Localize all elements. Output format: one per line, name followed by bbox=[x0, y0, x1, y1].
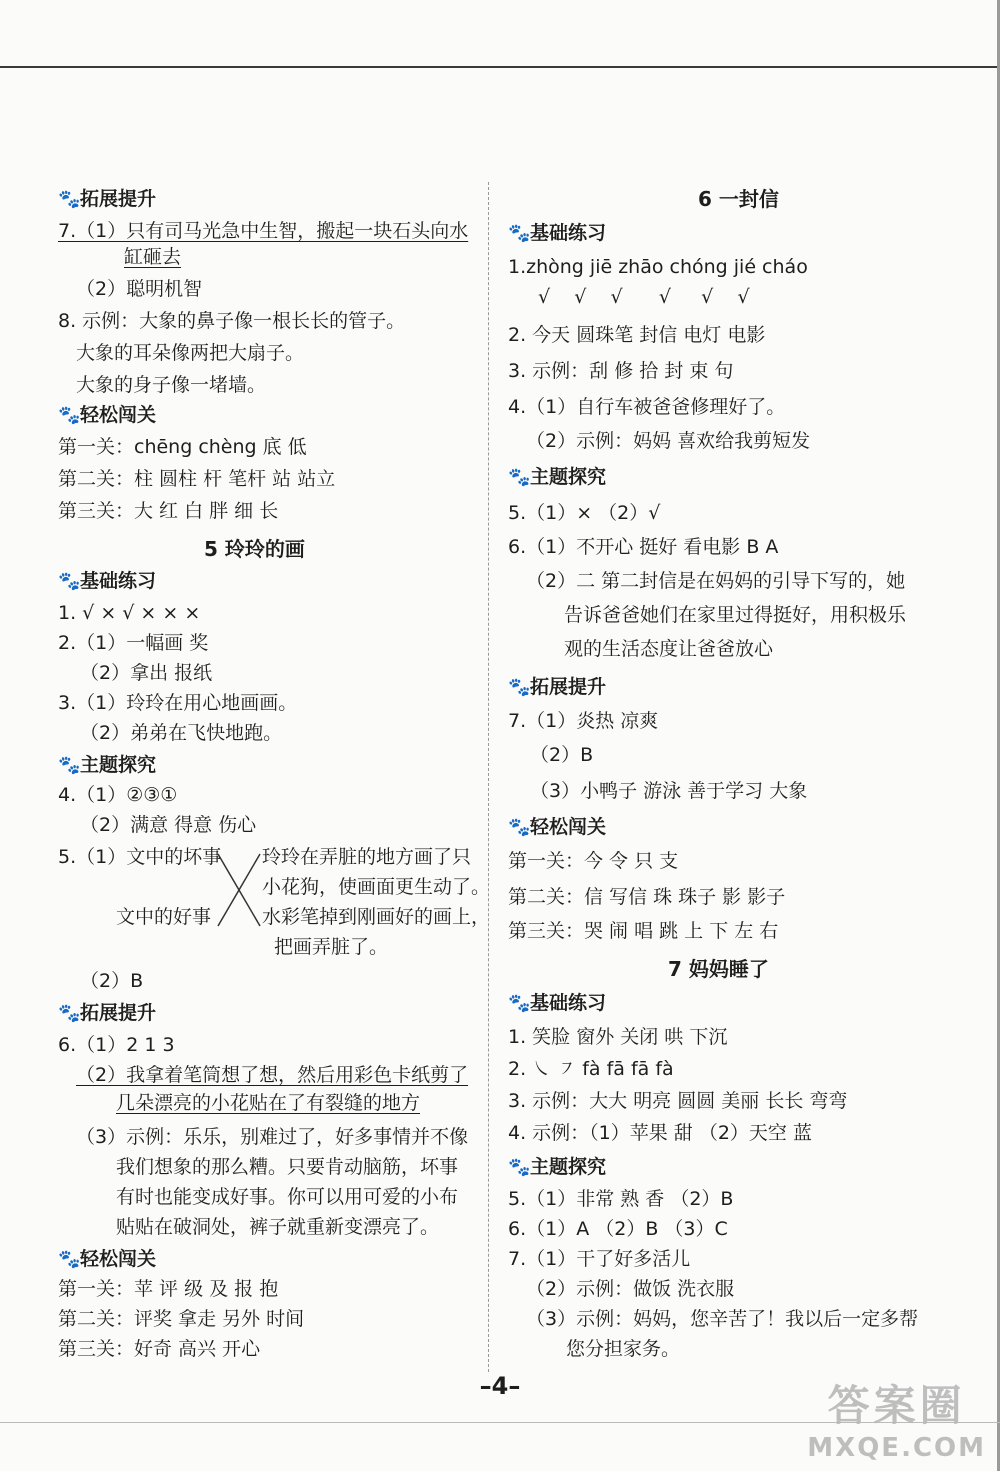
answer-line: 6.（1）不开心 挺好 看电影 B A bbox=[508, 536, 779, 558]
answer-line: 第三关：大 红 白 胖 细 长 bbox=[58, 500, 279, 522]
answer-line: （2）拿出 报纸 bbox=[80, 662, 213, 684]
section-heading: 🐾基础练习 bbox=[58, 568, 156, 595]
answer-line: 第三关：哭 闹 唱 跳 上 下 左 右 bbox=[508, 920, 779, 942]
watermark-url: MXQE.COM bbox=[807, 1433, 986, 1463]
section-heading: 🐾拓展提升 bbox=[58, 186, 156, 213]
answer-line: 第一关：苹 评 级 及 报 抱 bbox=[58, 1278, 279, 1300]
answer-line: 1. 笑脸 窗外 关闭 哄 下沉 bbox=[508, 1026, 728, 1048]
answer-line: 6.（1）A （2）B （3）C bbox=[508, 1218, 728, 1240]
answer-line: 告诉爸爸她们在家里过得挺好，用积极乐 bbox=[564, 604, 907, 626]
answer-line: （2）聪明机智 bbox=[76, 278, 203, 300]
answer-line: （2）示例：妈妈 喜欢给我剪短发 bbox=[526, 430, 811, 452]
answer-line: （2）满意 得意 伤心 bbox=[80, 814, 257, 836]
answer-line: 第二关：评奖 拿走 另外 时间 bbox=[58, 1308, 305, 1330]
matching-lines bbox=[216, 850, 262, 930]
paw-icon: 🐾 bbox=[58, 1003, 81, 1024]
answer-line: 2.（1）一幅画 奖 bbox=[58, 632, 209, 654]
answer-line: 第三关：好奇 高兴 开心 bbox=[58, 1338, 261, 1360]
paw-icon: 🐾 bbox=[508, 467, 531, 488]
section-heading: 🐾基础练习 bbox=[508, 220, 606, 247]
paw-icon: 🐾 bbox=[58, 1249, 81, 1270]
answer-line: 第二关：信 写信 珠 珠子 影 影子 bbox=[508, 886, 786, 908]
answer-line: 1. √ × √ × × × bbox=[58, 602, 201, 624]
answer-line: √ √ √ √ √ √ bbox=[538, 286, 750, 308]
answer-line: 大象的身子像一堵墙。 bbox=[76, 374, 267, 396]
section-heading: 🐾轻松闯关 bbox=[508, 814, 606, 841]
answer-line: 1.zhòng jiē zhāo chóng jié cháo bbox=[508, 256, 808, 278]
section-heading: 🐾轻松闯关 bbox=[58, 1246, 156, 1273]
answer-line: 6.（1）2 1 3 bbox=[58, 1034, 175, 1056]
section-heading: 🐾轻松闯关 bbox=[58, 402, 156, 429]
answer-line: 大象的耳朵像两把大扇子。 bbox=[76, 342, 305, 364]
answer-line: （2）弟弟在飞快地跑。 bbox=[80, 722, 283, 744]
answer-line: 第二关：柱 圆柱 杆 笔杆 站 站立 bbox=[58, 468, 336, 490]
answer-line: 4. 示例：（1）苹果 甜 （2）天空 蓝 bbox=[508, 1122, 812, 1144]
section-heading: 🐾拓展提升 bbox=[58, 1000, 156, 1027]
answer-line: 缸砸去 bbox=[124, 246, 182, 268]
answer-line: 2. ㇏ ㇇ fà fā fā fà bbox=[508, 1058, 674, 1080]
answer-line: 第一关：chēng chèng 底 低 bbox=[58, 436, 307, 458]
lesson-title: 6 一封信 bbox=[698, 187, 779, 211]
top-rule bbox=[0, 66, 1000, 68]
answer-line: （3）小鸭子 游泳 善于学习 大象 bbox=[530, 780, 808, 802]
section-heading: 🐾拓展提升 bbox=[508, 674, 606, 701]
lesson-title: 5 玲玲的画 bbox=[204, 537, 305, 561]
paw-icon: 🐾 bbox=[58, 405, 81, 426]
answer-line: 5.（1）非常 熟 香 （2）B bbox=[508, 1188, 734, 1210]
answer-line: 2. 今天 圆珠笔 封信 电灯 电影 bbox=[508, 324, 766, 346]
column-divider bbox=[488, 182, 490, 1372]
lesson-title: 7 妈妈睡了 bbox=[668, 957, 769, 981]
answer-line: 3. 示例：大大 明亮 圆圆 美丽 长长 弯弯 bbox=[508, 1090, 848, 1112]
answer-line: 8. 示例：大象的鼻子像一根长长的管子。 bbox=[58, 310, 406, 332]
answer-line: 4.（1）自行车被爸爸修理好了。 bbox=[508, 396, 786, 418]
answer-line: （2）B bbox=[80, 970, 144, 992]
paw-icon: 🐾 bbox=[508, 993, 531, 1014]
matching-right: 小花狗，使画面更生动了。 bbox=[262, 876, 491, 898]
answer-line: 观的生活态度让爸爸放心 bbox=[564, 638, 774, 660]
paw-icon: 🐾 bbox=[508, 677, 531, 698]
answer-line: （2）我拿着笔筒想了想，然后用彩色卡纸剪了 bbox=[76, 1064, 469, 1086]
answer-line: （2）示例：做饭 洗衣服 bbox=[526, 1278, 735, 1300]
paw-icon: 🐾 bbox=[58, 755, 81, 776]
section-heading: 🐾主题探究 bbox=[508, 1154, 606, 1181]
answer-line: 4.（1）②③① bbox=[58, 784, 178, 806]
section-heading: 🐾主题探究 bbox=[58, 752, 156, 779]
answer-line: （2）B bbox=[530, 744, 594, 766]
matching-left-bottom: 文中的好事 bbox=[116, 906, 212, 928]
answer-line: 我们想象的那么糟。只要肯动脑筋，坏事 bbox=[116, 1156, 459, 1178]
matching-left-top: 5.（1）文中的坏事 bbox=[58, 846, 222, 868]
section-heading: 🐾基础练习 bbox=[508, 990, 606, 1017]
section-heading: 🐾主题探究 bbox=[508, 464, 606, 491]
paw-icon: 🐾 bbox=[508, 1157, 531, 1178]
answer-line: （3）示例：妈妈，您辛苦了！我以后一定多帮 bbox=[526, 1308, 919, 1330]
paw-icon: 🐾 bbox=[508, 223, 531, 244]
paw-icon: 🐾 bbox=[58, 189, 81, 210]
answer-line: 有时也能变成好事。你可以用可爱的小布 bbox=[116, 1186, 459, 1208]
answer-line: 第一关：今 令 只 支 bbox=[508, 850, 679, 872]
answer-line: 7.（1）只有司马光急中生智，搬起一块石头向水 bbox=[58, 220, 469, 242]
answer-line: （2）二 第二封信是在妈妈的引导下写的，她 bbox=[526, 570, 906, 592]
answer-line: 您分担家务。 bbox=[566, 1338, 681, 1360]
answer-line: 5.（1）× （2）√ bbox=[508, 502, 661, 524]
matching-right: 玲玲在弄脏的地方画了只 bbox=[262, 846, 472, 868]
answer-line: 7.（1）炎热 凉爽 bbox=[508, 710, 659, 732]
answer-line: 3. 示例：刮 修 拾 封 束 句 bbox=[508, 360, 734, 382]
matching-right: 把画弄脏了。 bbox=[274, 936, 389, 958]
matching-right: 水彩笔掉到刚画好的画上， bbox=[262, 906, 491, 928]
watermark bbox=[807, 1373, 986, 1463]
paw-icon: 🐾 bbox=[508, 817, 531, 838]
page-number: –4– bbox=[479, 1372, 521, 1400]
answer-line: 3.（1）玲玲在用心地画画。 bbox=[58, 692, 298, 714]
answer-line: 贴贴在破洞处，裤子就重新变漂亮了。 bbox=[116, 1216, 440, 1238]
answer-line: （3）示例：乐乐，别难过了，好多事情并不像 bbox=[76, 1126, 469, 1148]
paw-icon: 🐾 bbox=[58, 571, 81, 592]
answer-line: 几朵漂亮的小花贴在了有裂缝的地方 bbox=[116, 1092, 421, 1114]
watermark-logo: 答案圈 bbox=[827, 1381, 966, 1430]
answer-line: 7.（1）干了好多活儿 bbox=[508, 1248, 691, 1270]
